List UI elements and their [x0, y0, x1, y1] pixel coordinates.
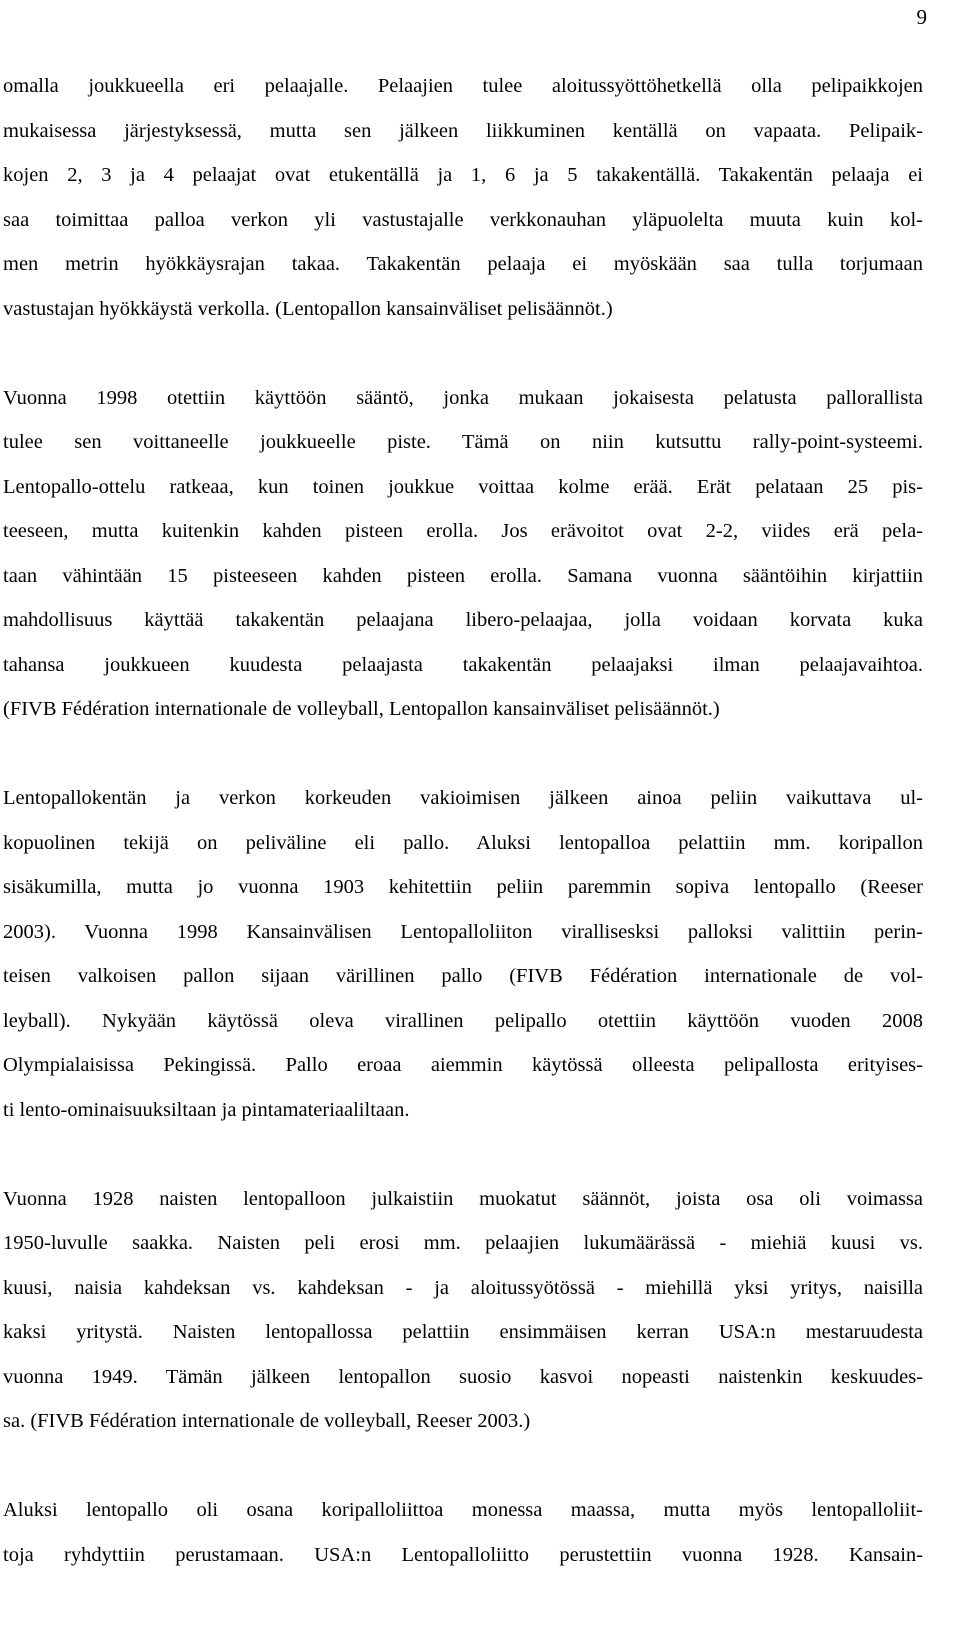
- text-line: Lentopallo-ottelu ratkeaa, kun toinen joukkue voittaa kolme erää. Erät pelataan 25 pis-: [3, 475, 923, 498]
- text-line: vastustajan hyökkäystä verkolla. (Lentopallon kansainväliset pelisäännöt.): [3, 297, 613, 320]
- document-body: [3, 64, 923, 1577]
- text-line: ti lento-ominaisuuksiltaan ja pintamateriaaliltaan.: [3, 1098, 410, 1121]
- text-line: sa. (FIVB Fédération internationale de volleyball, Reeser 2003.): [3, 1410, 531, 1432]
- text-line: omalla joukkueella eri pelaajalle. Pelaajien tulee aloitussyöttöhetkellä olla pelipaikkojen: [3, 75, 923, 97]
- text-line: mukaisessa järjestyksessä, mutta sen jälkeen liikkuminen kentällä on vapaata. Pelipaik-: [3, 119, 923, 142]
- text-line: Vuonna 1928 naisten lentopalloon julkaistiin muokatut säännöt, joista osa oli voimassa: [3, 1187, 923, 1210]
- text-line: (FIVB Fédération internationale de volleyball, Lentopallon kansainväliset pelisäännöt.): [3, 698, 720, 720]
- text-line: leyball). Nykyään käytössä oleva virallinen pelipallo otettiin käyttöön vuoden 2008: [3, 1009, 923, 1032]
- text-line: tulee sen voittaneelle joukkueelle piste. Tämä on niin kutsuttu rally-point-systeemi.: [3, 431, 923, 453]
- text-line: kuusi, naisia kahdeksan vs. kahdeksan - ja aloitussyötössä - miehillä yksi yritys, naisilla: [3, 1276, 923, 1299]
- page-number: 9: [916, 5, 927, 29]
- paragraph: [3, 1488, 923, 1577]
- text-line: kaksi yritystä. Naisten lentopallossa pelattiin ensimmäisen kerran USA:n mestaruudesta: [3, 1321, 923, 1343]
- text-line: vuonna 1949. Tämän jälkeen lentopallon suosio kasvoi nopeasti naistenkin keskuudes-: [3, 1365, 923, 1388]
- text-line: mahdollisuus käyttää takakentän pelaajana libero-pelaajaa, jolla voidaan korvata kuka: [3, 609, 923, 631]
- text-line: teisen valkoisen pallon sijaan värillinen pallo (FIVB Fédération internationale de vol-: [3, 965, 923, 987]
- text-line: saa toimittaa palloa verkon yli vastustajalle verkkonauhan yläpuolelta muuta kuin kol-: [3, 208, 923, 231]
- text-line: 2003). Vuonna 1998 Kansainvälisen Lentopalloliiton virallisesksi palloksi valittiin perin-: [3, 920, 923, 943]
- paragraph: [3, 776, 923, 1132]
- text-line: toja ryhdyttiin perustamaan. USA:n Lentopalloliitto perustettiin vuonna 1928. Kansain-: [3, 1543, 923, 1566]
- text-line: Olympialaisissa Pekingissä. Pallo eroaa aiemmin käytössä olleesta pelipallosta erityises-: [3, 1054, 923, 1076]
- text-line: sisäkumilla, mutta jo vuonna 1903 kehitettiin peliin paremmin sopiva lentopallo (Reeser: [3, 876, 923, 898]
- paragraph: [3, 1177, 923, 1444]
- text-line: Lentopallokentän ja verkon korkeuden vakioimisen jälkeen ainoa peliin vaikuttava ul-: [3, 787, 923, 809]
- text-line: taan vähintään 15 pisteeseen kahden pisteen erolla. Samana vuonna sääntöihin kirjattiin: [3, 564, 923, 587]
- text-line: tahansa joukkueen kuudesta pelaajasta takakentän pelaajaksi ilman pelaajavaihtoa.: [3, 653, 923, 676]
- text-line: Vuonna 1998 otettiin käyttöön sääntö, jonka mukaan jokaisesta pelatusta pallorallista: [3, 386, 923, 409]
- text-line: kojen 2, 3 ja 4 pelaajat ovat etukentällä ja 1, 6 ja 5 takakentällä. Takakentän pelaaja ei: [3, 164, 923, 186]
- paragraph: [3, 64, 923, 331]
- text-line: 1950-luvulle saakka. Naisten peli erosi mm. pelaajien lukumäärässä - miehiä kuusi vs.: [3, 1232, 923, 1254]
- text-line: Aluksi lentopallo oli osana koripalloliittoa monessa maassa, mutta myös lentopalloliit-: [3, 1499, 923, 1521]
- paragraph: [3, 376, 923, 732]
- text-line: teeseen, mutta kuitenkin kahden pisteen erolla. Jos erävoitot ovat 2-2, viides erä pela-: [3, 520, 923, 542]
- text-line: men metrin hyökkäysrajan takaa. Takakentän pelaaja ei myöskään saa tulla torjumaan: [3, 253, 923, 275]
- text-line: kopuolinen tekijä on peliväline eli pallo. Aluksi lentopalloa pelattiin mm. koripallon: [3, 831, 923, 854]
